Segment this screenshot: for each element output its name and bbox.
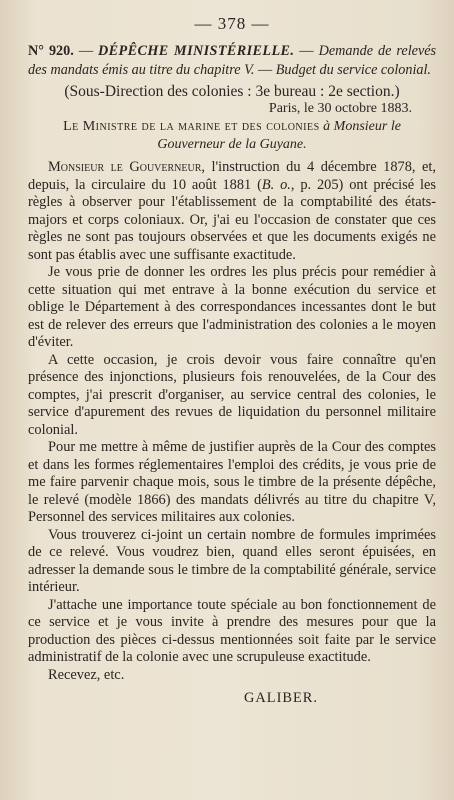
dispatch-title: DÉPÊCHE MINISTÉRIELLE. — [98, 43, 295, 59]
sender: Le Ministre de la marine et des colonies — [63, 119, 320, 135]
paragraph-2: Je vous prie de donner les ordres les plus précis pour remédier à cette situation qui met entrave à la bonne exécution du service et oblige le Département à des correspondances incessantes dont le but est de relever des erreurs que l'administration des colonies a le moyen d'éviter. — [28, 264, 436, 351]
dispatch-number: N° 920. — [28, 43, 74, 59]
header-dash: — — [258, 61, 273, 78]
signature: GALIBER. — [244, 690, 318, 707]
paragraph-1-text-b: , p. 205) ont précisé les règles à observer pour l'établissement de la comptabilité des états-majors et corps coloniaux. Or, j'ai eu l'occasion de constater que ces règles ne sont pas toujours observées et que les documents exigés ne sont pas établis avec une suffisante exactitude. — [28, 176, 436, 263]
dispatch-budget: Budget du service colonial. — [275, 61, 431, 78]
bulletin-reference: B. o. — [261, 176, 291, 193]
dispatch-header — [28, 42, 436, 79]
header-dash: — — [78, 43, 93, 59]
dispatch-subject: Demande de relevés des mandats émis au titre du chapitre V. — [28, 43, 437, 78]
address-line — [28, 118, 436, 153]
page-number: — 378 — — [194, 14, 270, 33]
closing-formula: Recevez, etc. — [48, 666, 125, 683]
issuing-office: (Sous-Direction des colonies : 3e bureau : 2e section.) — [64, 83, 400, 101]
salutation: Monsieur le Gouverneur, — [48, 159, 205, 176]
paragraph-4: Pour me mettre à même de justifier auprès de la Cour des comptes et dans les formes réglementaires l'emploi des crédits, je vous prie de me faire parvenir chaque mois, sous le timbre de la présente dépêche, le relevé (modèle 1866) des mandats délivrés au titre du chapitre V, Personnel des services militaires aux colonies. — [28, 439, 436, 526]
recipient: à Monsieur le Gouverneur de la Guyane. — [157, 119, 401, 152]
paragraph-1-text-a: l'instruction du 4 décembre 1878, et, depuis, la circulaire du 10 août 1881 ( — [28, 159, 436, 193]
paragraph-5: Vous trouverez ci-joint un certain nombre de formules imprimées de ce relevé. Vous voudrez bien, quand elles seront épuisées, en adresser la demande sous le timbre de la comptabilité générale, service intérieur. — [28, 526, 436, 596]
header-dash: — — [299, 43, 314, 59]
dateline: Paris, le 30 octobre 1883. — [268, 101, 412, 117]
paragraph-6: J'attache une importance toute spéciale au bon fonctionnement de ce service et je vous invite à prendre des mesures pour que la production des pièces ci-dessus mentionnées soit faite par le service administratif de la colonie avec une scrupuleuse exactitude. — [28, 596, 436, 666]
paragraph-1 — [28, 159, 436, 264]
paragraph-3: A cette occasion, je crois devoir vous faire connaître qu'en présence des injonctions, plusieurs fois renouvelées, de la Cour des comptes, j'ai prescrit d'organiser, au service central des colonies, le service d'apurement des revues de liquidation du personnel militaire colonial. — [28, 351, 436, 438]
